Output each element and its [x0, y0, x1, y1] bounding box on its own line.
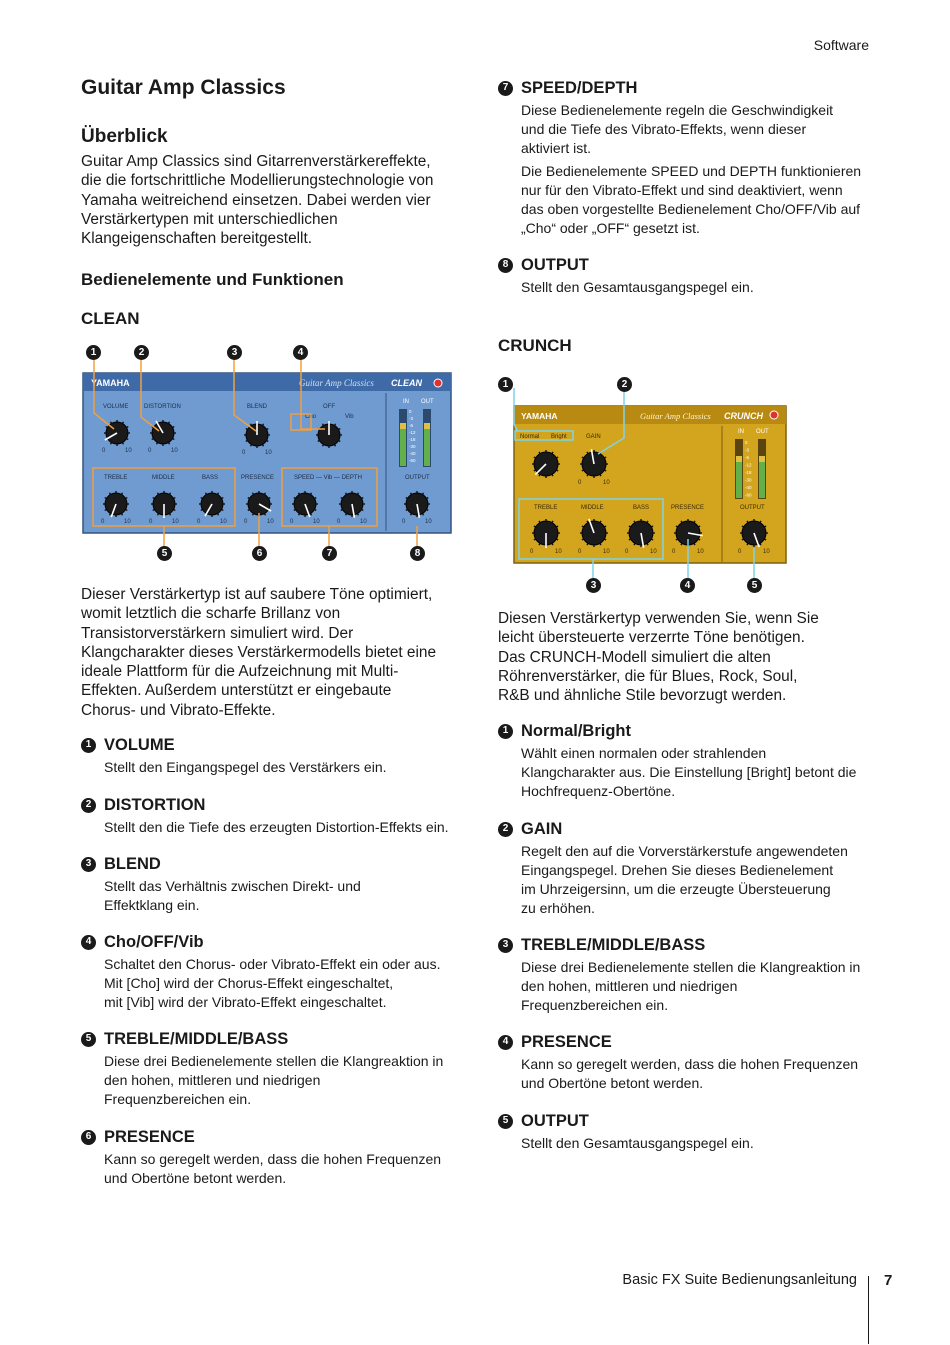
crunch-callout-4: 4: [680, 578, 695, 593]
item-number-badge: 8: [498, 258, 513, 273]
item-number-badge: 3: [81, 857, 96, 872]
crunch-out-label: OUT: [756, 429, 769, 435]
clean-description-line: womit letztlich die scharfe Brillanz von: [81, 605, 341, 623]
clean-label-vib: Vib: [345, 414, 354, 420]
clean-callout-6: 6: [252, 546, 267, 561]
clean-meter-scale-label: -18: [409, 437, 416, 442]
crunch-meter-scale-label: -40: [745, 485, 752, 490]
svg-text:0: 0: [402, 519, 406, 525]
clean-label-treble: TREBLE: [104, 475, 128, 481]
overview-line: Guitar Amp Classics sind Gitarrenverstärkereffekte,: [81, 153, 431, 170]
clean-meter-scale-label: -40: [409, 451, 416, 456]
item-body: [104, 955, 461, 1012]
svg-text:10: 10: [172, 519, 179, 525]
item-title-text: GAIN: [521, 820, 563, 838]
clean-panel-figure: [81, 343, 453, 565]
svg-text:10: 10: [360, 519, 367, 525]
item-distortion: [81, 795, 461, 837]
item-body: [521, 958, 878, 1015]
overview-text: [81, 152, 461, 248]
crunch-callout-3: 3: [586, 578, 601, 593]
item-body-line: zu erhöhen.: [521, 900, 595, 916]
item-body-line: Stellt den Gesamtausgangspegel ein.: [521, 1135, 754, 1151]
item-body: [521, 744, 878, 801]
item-body-line: nur für den Vibrato-Effekt und sind deaktiviert, wenn: [521, 182, 843, 198]
page-number: 7: [884, 1272, 893, 1289]
item-body-line: den hohen, mittleren und niedrigen: [521, 978, 738, 994]
svg-text:10: 10: [650, 549, 657, 555]
item-body: [104, 818, 461, 837]
crunch-model: CRUNCH: [724, 411, 763, 421]
overview-line: Verstärkertypen mit unterschiedlichen: [81, 210, 338, 228]
svg-text:0: 0: [102, 448, 106, 454]
item-body-line: Diese Bedienelemente regeln die Geschwindigkeit: [521, 102, 834, 118]
item-body-line: Stellt den Gesamtausgangspegel ein.: [521, 279, 754, 295]
clean-panel-svg: [81, 343, 453, 565]
item-crunch-gain: [498, 819, 878, 918]
item-output: [498, 255, 878, 297]
crunch-description-line: R&B und ähnliche Stile bevorzugt werden.: [498, 687, 787, 705]
footer-divider: [868, 1276, 869, 1344]
clean-label-off: OFF: [323, 404, 335, 410]
clean-description-line: Effekten. Außerdem unterstützt er eingebaute: [81, 682, 392, 700]
clean-description-line: Dieser Verstärkertyp ist auf saubere Töne optimiert,: [81, 586, 433, 603]
svg-text:0: 0: [244, 519, 248, 525]
footer-manual-title: Basic FX Suite Bedienungsanleitung: [622, 1272, 857, 1288]
item-body: [104, 758, 461, 777]
item-title-text: DISTORTION: [104, 796, 206, 814]
clean-meter-scale-label: 0: [409, 409, 412, 414]
item-number-badge: 2: [498, 822, 513, 837]
item-body-line: Frequenzbereichen ein.: [104, 1091, 252, 1107]
clean-meter-scale-label: -3: [409, 416, 414, 421]
item-body-line: „Cho“ oder „OFF“ gesetzt ist.: [521, 220, 700, 236]
clean-meter-scale-label: -60: [409, 458, 416, 463]
crunch-label-presence: PRESENCE: [671, 505, 705, 511]
clean-callout-4: 4: [293, 345, 308, 360]
svg-text:10: 10: [267, 519, 274, 525]
svg-text:0: 0: [197, 519, 201, 525]
clean-label-output: OUTPUT: [405, 475, 430, 481]
crunch-label-bass: BASS: [633, 505, 650, 511]
item-crunch-normal-bright: [498, 721, 878, 801]
controls-heading: Bedienelemente und Funktionen: [81, 270, 344, 289]
item-body-line: und Obertöne betont werden.: [104, 1170, 287, 1186]
item-number-badge: 4: [81, 935, 96, 950]
item-speed-depth: [498, 78, 878, 238]
crunch-label-middle: MIDDLE: [581, 505, 604, 511]
crunch-description: [498, 609, 878, 705]
item-body-line: Wählt einen normalen oder strahlenden: [521, 745, 767, 761]
item-body-line: Klangcharakter aus. Die Einstellung [Bright] betont die: [521, 764, 857, 780]
clean-heading: CLEAN: [81, 309, 140, 328]
crunch-description-line: Röhrenverstärker, die für Blues, Rock, Soul,: [498, 667, 798, 685]
item-title: [498, 1111, 878, 1131]
item-title-text: Normal/Bright: [521, 722, 632, 740]
crunch-heading: CRUNCH: [498, 336, 572, 355]
clean-label-volume: VOLUME: [103, 404, 129, 410]
item-body: [521, 101, 878, 158]
clean-callout-1: 1: [86, 345, 101, 360]
clean-label-cho: Cho: [305, 414, 317, 420]
clean-callout-5: 5: [157, 546, 172, 561]
item-body-line: aktiviert ist.: [521, 140, 592, 156]
svg-text:10: 10: [425, 519, 432, 525]
clean-brand: YAMAHA: [91, 378, 130, 388]
item-title: [498, 935, 878, 955]
item-title-text: OUTPUT: [521, 1112, 589, 1130]
svg-text:0: 0: [578, 549, 582, 555]
item-body: [521, 1134, 878, 1153]
crunch-label-normal: Normal: [520, 434, 540, 440]
clean-label-middle: MIDDLE: [152, 475, 175, 481]
clean-out-label: OUT: [421, 399, 434, 405]
crunch-meter-scale-label: -30: [745, 477, 752, 483]
clean-label-blend: BLEND: [247, 404, 268, 410]
item-body-line: Die Bedienelemente SPEED und DEPTH funktionieren: [521, 163, 862, 179]
item-body: [521, 842, 878, 918]
clean-label-distortion: DISTORTION: [144, 404, 181, 410]
item-number-badge: 3: [498, 938, 513, 953]
item-body-line: Kann so geregelt werden, dass die hohen Frequenzen: [104, 1151, 442, 1167]
clean-description-line: ideale Plattform für die Aufzeichnung mit Multi-: [81, 663, 399, 681]
item-body-line: das oben vorgestellte Bedienelement Cho/OFF/Vib auf: [521, 201, 861, 217]
crunch-panel-figure: [498, 376, 798, 594]
item-presence: [81, 1127, 461, 1188]
item-body-line: und die Tiefe des Vibrato-Effekts, wenn dieser: [521, 121, 807, 137]
item-body-line: Effektklang ein.: [104, 897, 200, 913]
svg-text:10: 10: [220, 519, 227, 525]
item-body-line: Mit [Cho] wird der Chorus-Effekt eingeschaltet,: [104, 975, 394, 991]
item-title-text: OUTPUT: [521, 256, 589, 274]
item-body-line: Eingangspegel. Drehen Sie dieses Bedienelement: [521, 862, 834, 878]
clean-label-bass: BASS: [202, 475, 219, 481]
svg-text:0: 0: [101, 519, 105, 525]
item-title-text: TREBLE/MIDDLE/BASS: [521, 936, 706, 954]
clean-label-speed-depth: SPEED — Vib — DEPTH: [294, 475, 362, 481]
crunch-description-line: leicht übersteuerte verzerrte Töne benötigen.: [498, 629, 805, 647]
crunch-callout-5: 5: [747, 578, 762, 593]
clean-description-line: Chorus- und Vibrato-Effekte.: [81, 701, 276, 719]
section-label: Software: [813, 37, 869, 53]
page-title: Guitar Amp Classics: [81, 76, 286, 99]
crunch-label-output: OUTPUT: [740, 505, 765, 511]
item-body: [521, 1055, 878, 1093]
crunch-label-bright: Bright: [551, 434, 567, 440]
item-body: [104, 1052, 461, 1109]
item-title: [498, 78, 878, 98]
item-body-line: Hochfrequenz-Obertöne.: [521, 783, 676, 799]
clean-description: [81, 585, 461, 720]
item-body-line: Schaltet den Chorus- oder Vibrato-Effekt ein oder aus.: [104, 956, 441, 972]
item-title-text: TREBLE/MIDDLE/BASS: [104, 1030, 289, 1048]
item-body: [104, 1150, 461, 1188]
crunch-callout-1: 1: [498, 377, 513, 392]
item-volume: [81, 735, 461, 777]
svg-text:0: 0: [337, 519, 341, 525]
item-title: [498, 1032, 878, 1052]
item-body-line: und Obertöne betont werden.: [521, 1075, 704, 1091]
clean-callout-2: 2: [134, 345, 149, 360]
item-title-text: PRESENCE: [521, 1033, 612, 1051]
clean-callout-8: 8: [410, 546, 425, 561]
item-body-line: Diese drei Bedienelemente stellen die Klangreaktion in: [521, 959, 861, 975]
clean-meter-scale-label: -12: [409, 430, 416, 435]
svg-text:0: 0: [578, 480, 582, 486]
svg-text:10: 10: [603, 549, 610, 555]
crunch-label-gain: GAIN: [586, 434, 601, 440]
item-title: [81, 1127, 461, 1147]
item-title: [498, 721, 878, 741]
item-cho-off-vib: [81, 932, 461, 1012]
item-number-badge: 7: [498, 81, 513, 96]
overview-line: Klangeigenschaften bereitgestellt.: [81, 230, 313, 248]
svg-text:10: 10: [265, 450, 272, 456]
item-title-text: PRESENCE: [104, 1128, 195, 1146]
item-number-badge: 6: [81, 1130, 96, 1145]
clean-meter-scale-label: -30: [409, 444, 416, 449]
item-body-line: Stellt den die Tiefe des erzeugten Distortion-Effekts ein.: [104, 819, 449, 835]
svg-text:0: 0: [242, 450, 246, 456]
item-title-text: BLEND: [104, 855, 161, 873]
item-crunch-output: [498, 1111, 878, 1153]
item-body-line: Kann so geregelt werden, dass die hohen Frequenzen: [521, 1056, 859, 1072]
clean-description-line: Transistorverstärkern simuliert wird. Der: [81, 624, 354, 642]
item-title-text: VOLUME: [104, 736, 175, 754]
overview-line: die die fortschrittliche Modellierungstechnologie von: [81, 172, 434, 190]
item-title: [81, 795, 461, 815]
clean-label-presence: PRESENCE: [241, 475, 275, 481]
svg-text:0: 0: [290, 519, 294, 525]
item-title: [498, 819, 878, 839]
crunch-meter-scale-label: -18: [745, 470, 752, 475]
svg-text:0: 0: [149, 519, 153, 525]
svg-text:0: 0: [625, 549, 629, 555]
clean-model: CLEAN: [391, 378, 422, 388]
clean-description-line: Klangcharakter dieses Verstärkermodells bietet eine: [81, 643, 437, 661]
item-number-badge: 4: [498, 1035, 513, 1050]
crunch-in-label: IN: [738, 429, 744, 435]
item-number-badge: 5: [81, 1032, 96, 1047]
crunch-meter-scale-label: -3: [745, 447, 750, 453]
item-body-line: mit [Vib] wird der Vibrato-Effekt eingeschaltet.: [104, 994, 387, 1010]
crunch-callout-2: 2: [617, 377, 632, 392]
svg-text:10: 10: [697, 549, 704, 555]
overview-heading: Überblick: [81, 126, 168, 147]
item-body-note: [521, 162, 878, 238]
item-body-line: Regelt den auf die Vorverstärkerstufe angewendeten: [521, 843, 848, 859]
svg-text:0: 0: [738, 549, 742, 555]
item-title-text: SPEED/DEPTH: [521, 79, 638, 97]
item-title: [498, 255, 878, 275]
item-body-line: Frequenzbereichen ein.: [521, 997, 669, 1013]
item-crunch-treble-middle-bass: [498, 935, 878, 1015]
svg-text:10: 10: [171, 448, 178, 454]
item-body-line: den hohen, mittleren und niedrigen: [104, 1072, 321, 1088]
item-body: [104, 877, 461, 915]
svg-text:10: 10: [125, 448, 132, 454]
clean-in-label: IN: [403, 399, 409, 405]
svg-text:10: 10: [124, 519, 131, 525]
clean-callout-7: 7: [322, 546, 337, 561]
crunch-panel-svg: [498, 376, 798, 594]
item-body-line: Diese drei Bedienelemente stellen die Klangreaktion in: [104, 1053, 444, 1069]
item-body: [521, 278, 878, 297]
item-body-line: Stellt den Eingangspegel des Verstärkers ein.: [104, 759, 387, 775]
item-treble-middle-bass: [81, 1029, 461, 1109]
item-crunch-presence: [498, 1032, 878, 1093]
item-title: [81, 1029, 461, 1049]
item-title-text: Cho/OFF/Vib: [104, 933, 204, 951]
crunch-description-line: Diesen Verstärkertyp verwenden Sie, wenn Sie: [498, 610, 819, 627]
crunch-product: Guitar Amp Classics: [640, 411, 711, 421]
crunch-meter-scale-label: -12: [745, 462, 752, 468]
item-title: [81, 932, 461, 952]
svg-text:10: 10: [555, 549, 562, 555]
item-number-badge: 1: [498, 724, 513, 739]
overview-line: Yamaha weitreichend einsetzen. Dabei werden vier: [81, 191, 431, 209]
crunch-meter-scale-label: -60: [745, 492, 752, 498]
svg-text:10: 10: [603, 480, 610, 486]
svg-text:10: 10: [763, 549, 770, 555]
crunch-meter-scale-label: -6: [745, 455, 750, 460]
crunch-label-treble: TREBLE: [534, 505, 558, 511]
clean-callout-3: 3: [227, 345, 242, 360]
crunch-description-line: Das CRUNCH-Modell simuliert die alten: [498, 648, 771, 666]
item-number-badge: 2: [81, 798, 96, 813]
svg-text:0: 0: [672, 549, 676, 555]
item-blend: [81, 854, 461, 915]
item-title: [81, 854, 461, 874]
svg-text:0: 0: [148, 448, 152, 454]
item-title: [81, 735, 461, 755]
item-body-line: im Uhrzeigersinn, um die erzeugte Übersteuerung: [521, 881, 831, 897]
item-number-badge: 1: [81, 738, 96, 753]
item-number-badge: 5: [498, 1114, 513, 1129]
crunch-meter-scale-label: 0: [745, 440, 748, 445]
svg-text:0: 0: [530, 549, 534, 555]
crunch-brand: YAMAHA: [521, 411, 558, 421]
clean-meter-scale-label: -6: [409, 423, 414, 428]
svg-text:10: 10: [313, 519, 320, 525]
item-body-line: Stellt das Verhältnis zwischen Direkt- und: [104, 878, 361, 894]
clean-product: Guitar Amp Classics: [299, 378, 374, 388]
